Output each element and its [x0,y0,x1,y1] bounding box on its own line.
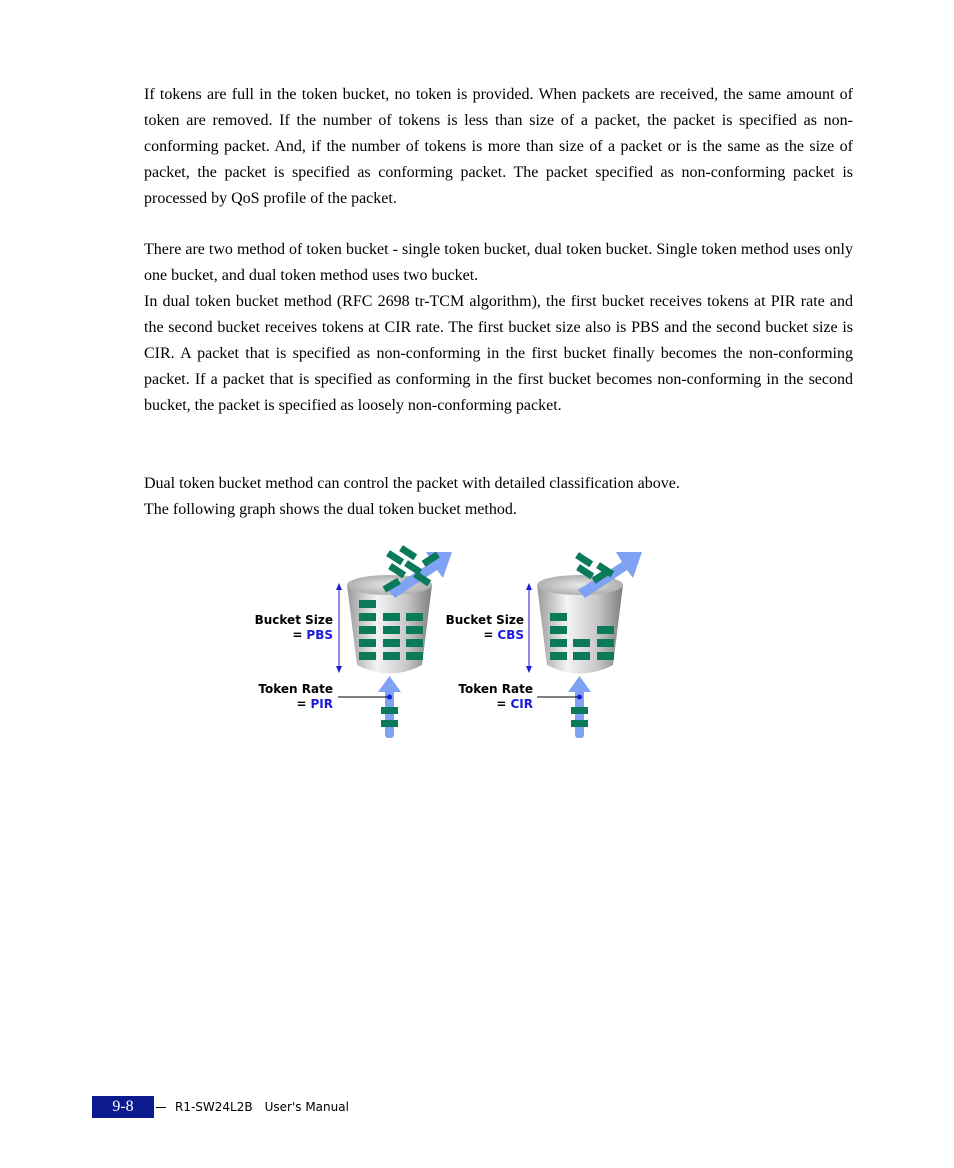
footer-manual: User's Manual [264,1100,349,1114]
bucket-size-value-pbs: PBS [306,628,333,642]
token-rate-label-pir: Token Rate [258,682,333,696]
paragraph-graph-intro: The following graph shows the dual token bucket method. [144,501,517,518]
footer-title [175,1100,349,1114]
size-dimension [336,583,342,673]
paragraph-dual-control: Dual token bucket method can control the packet with detailed classification above. [144,475,680,492]
dual-token-bucket-diagram [240,540,660,750]
equals-sign-pir: = [296,697,307,711]
paragraph-token-full: If tokens are full in the token bucket, no token is provided. When packets are received, the same amount of token are removed. If the number of tokens is less than size of a packet, the packet is specified as non-conforming packet. And, if the number of tokens is more than size of a packet or is the same as the size of packet, the packet is specified as conforming packet. The packet specified as non-conforming packet is processed by QoS profile of the packet. [144,86,853,207]
token-rate-value-cir: CIR [510,697,533,711]
svg-text:=PIR [296,697,333,711]
size-dimension [526,583,532,673]
footer-divider [156,1107,166,1108]
page-number: 9-8 [112,1098,134,1115]
inflow-arrow [568,676,591,738]
rate-leader-dot [577,695,582,700]
bucket-size-label-cbs: Bucket Size [445,613,524,627]
svg-text:=CBS [483,628,524,642]
rate-leader-dot [387,695,392,700]
svg-text:=PBS [292,628,333,642]
svg-text:=CIR [496,697,533,711]
bucket-pir [255,545,452,738]
bucket-cir [446,552,642,738]
equals-sign-pbs: = [292,628,303,642]
page-number-badge [92,1096,154,1118]
equals-sign-cbs: = [483,628,494,642]
bucket-size-label-pbs: Bucket Size [254,613,333,627]
paragraph-dual-bucket: In dual token bucket method (RFC 2698 tr-TCM algorithm), the first bucket receives tokens at PIR rate and the second bucket receives tokens at CIR rate. The first bucket size also is PBS and the second bucket size is CIR. A packet that is specified as non-conforming in the first bucket finally becomes the non-conforming packet. If a packet that is specified as conforming in the first bucket becomes non-conforming in the second bucket, the packet is specified as loosely non-conforming packet. [144,293,853,414]
paragraph-token-methods: There are two method of token bucket - single token bucket, dual token bucket. Single token method uses only one bucket, and dual token method uses two bucket. [144,241,853,284]
inflow-arrow [378,676,401,738]
footer-model: R1-SW24L2B [175,1100,253,1114]
token-rate-label-cir: Token Rate [458,682,533,696]
equals-sign-cir: = [496,697,507,711]
token-rate-value-pir: PIR [310,697,333,711]
bucket-size-value-cbs: CBS [497,628,524,642]
